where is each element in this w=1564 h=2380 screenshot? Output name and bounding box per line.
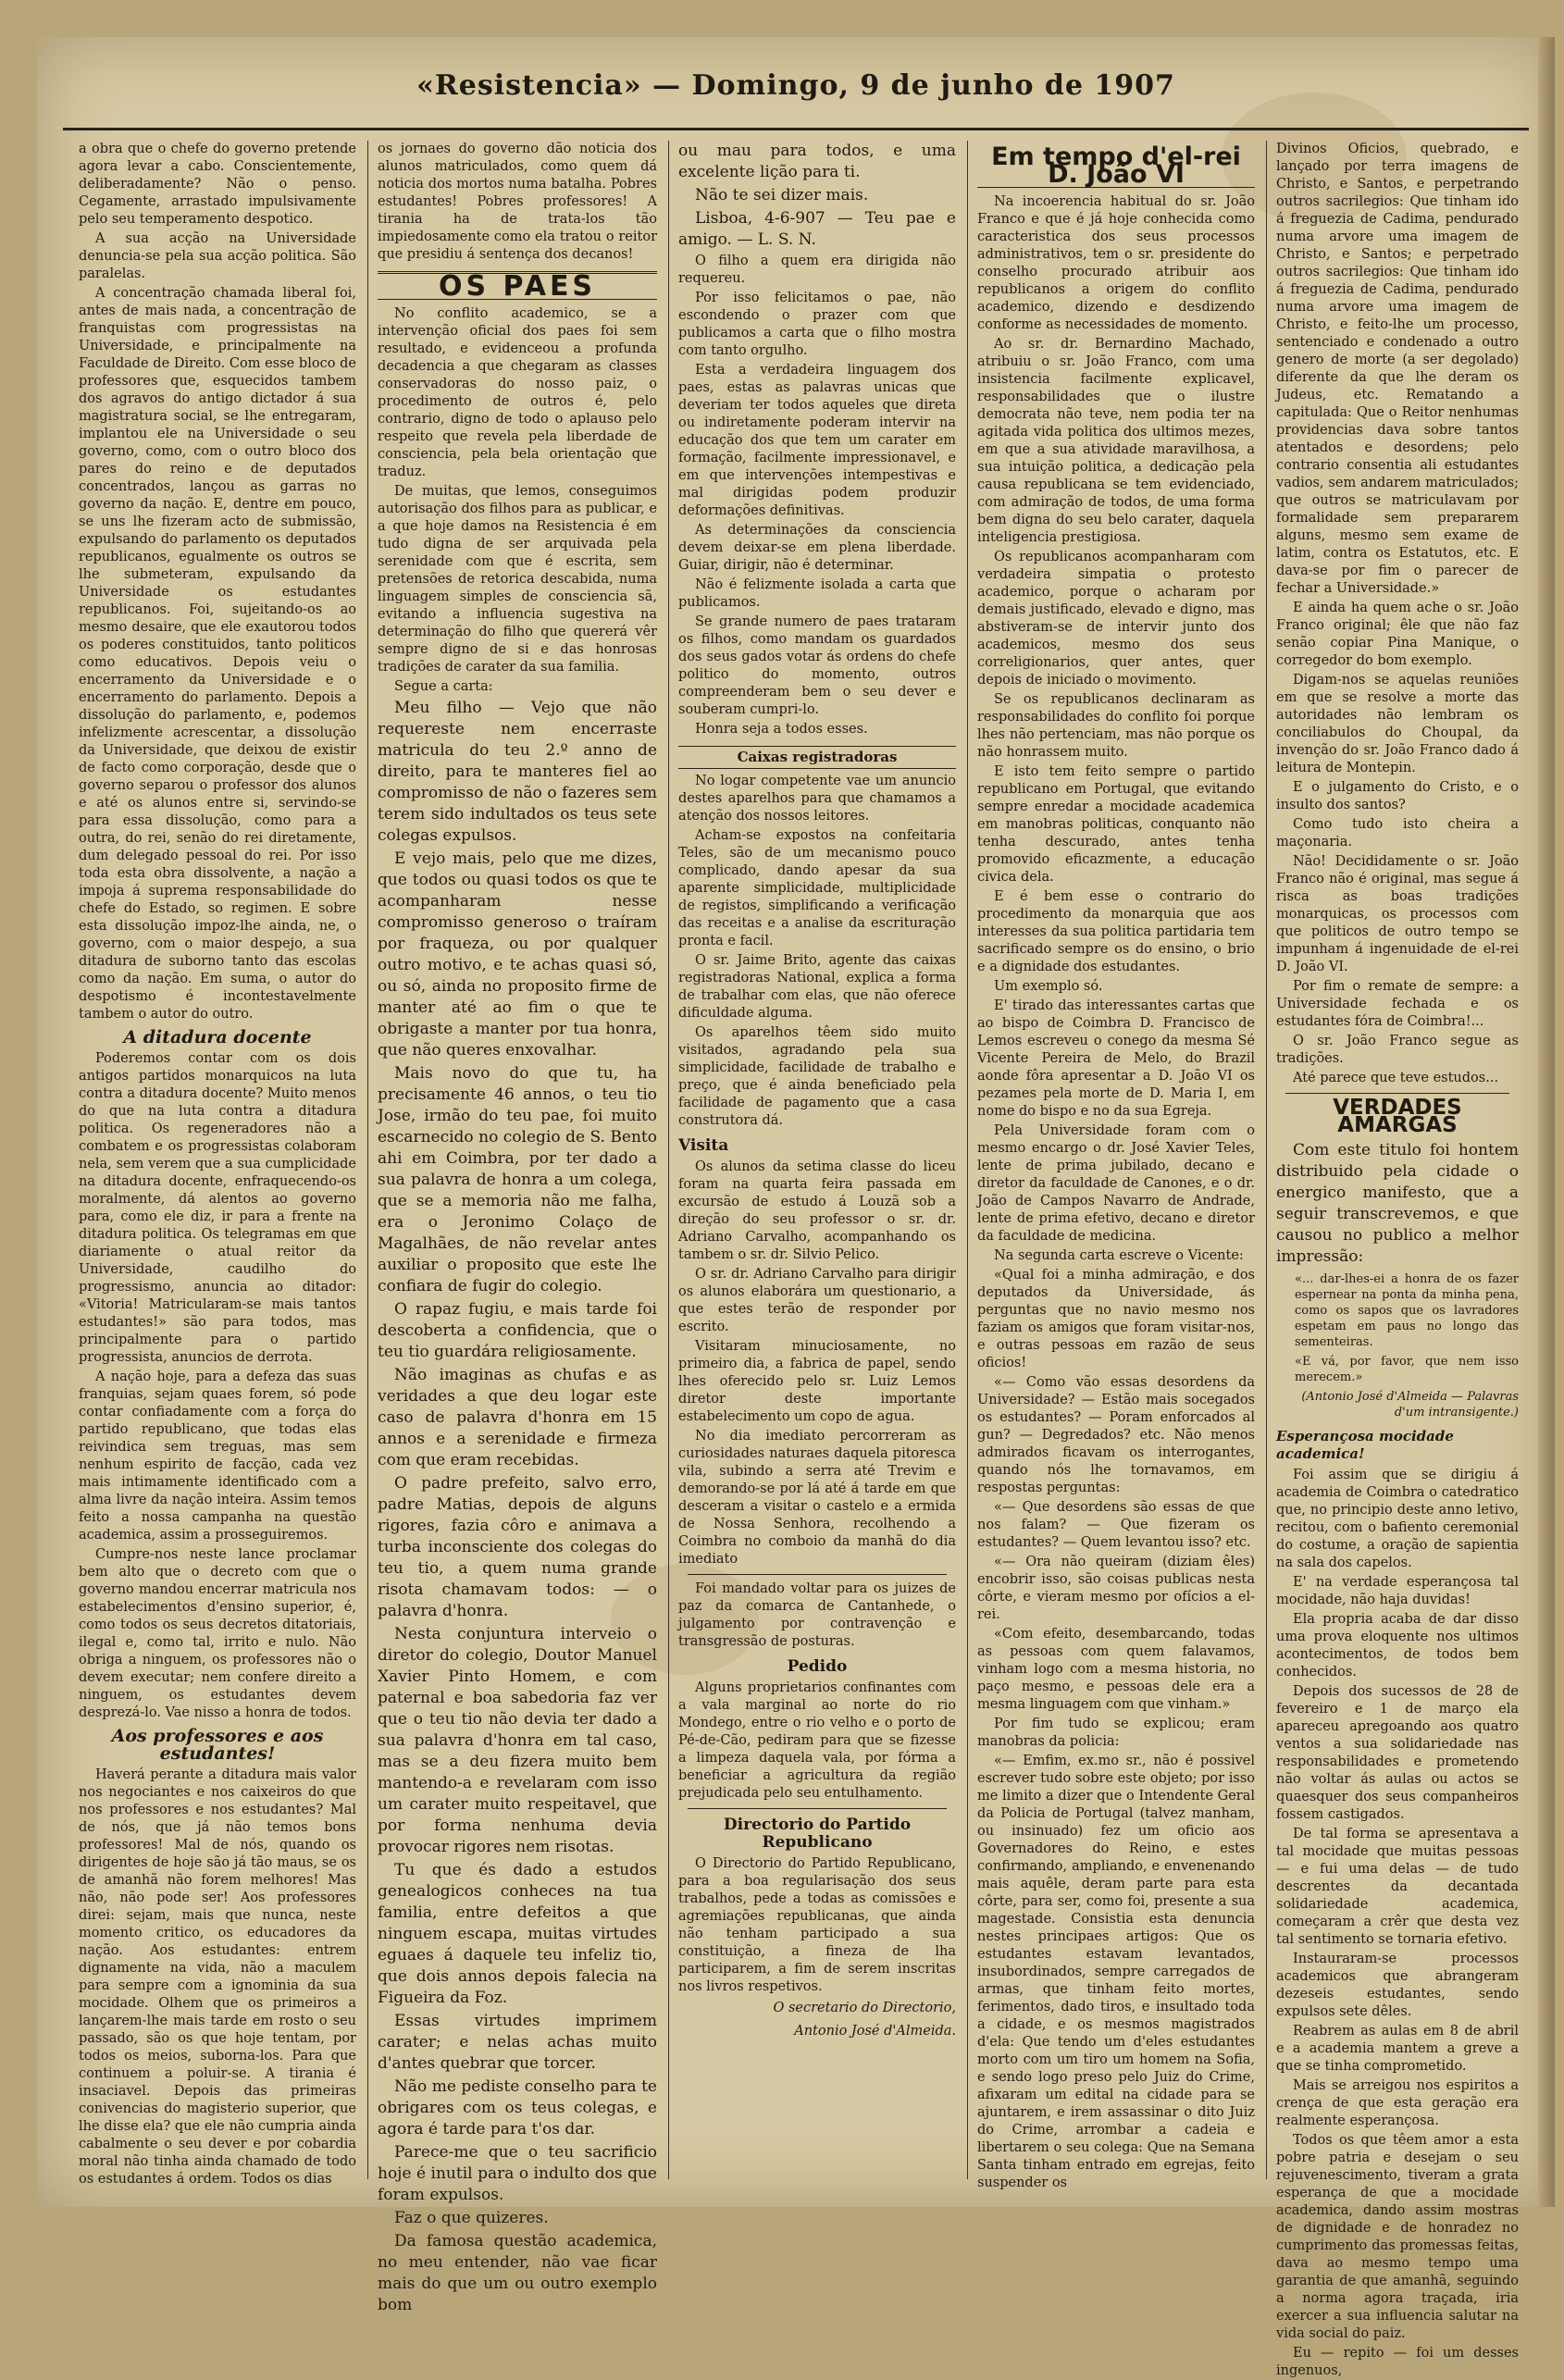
paragraph: Se grande numero de paes trataram os filhos, como mandam os guardados dos seus gados votar ás ordens do chefe politico do momento, outros compreenderam bem o seu dever e souberam cumpri-lo. [678,614,956,717]
letter-paragraph: Meu filho — Vejo que não requereste nem encerraste matricula do teu 2.º anno de direito, para te manteres fiel ao compromisso de não o fazeres sem terem sido indultados os teus sete colegas expulsos. [378,699,657,845]
column-rule [967,141,968,2179]
masthead-rule [63,128,1529,130]
page-edge [1538,37,1555,2207]
paragraph: Divinos Oficios, quebrado, e lançado por terra imagens de Christo, e Santos, e perpetrando outros sacrilegios: Que tinham ido á freguezia de Cadima, pendurado numa arvore uma imagem de Christo, e Santos; e perpetrado outros sacrilegios: Que tinham ido á freguezia de Cadima, pendurado numa arvore uma imagem de Christo, e feito-lhe um processo, sentenciado e condenado a outro genero de morte (a ser degolado) diferente da que lhe deram os Judeus, etc. Rematando a capitulada: Que o Reitor nenhumas providencias dava sobre tantos atentados e desordens; pelo contrario consentia ali estudantes vadios, sem andarem matriculados; que outros se matriculavam por formalidade sem prepararem alguns, mesmo sem exame de latim, contra os Estatutos, etc. E dava-se por fim o parecer de fechar a Universidade.» [1276,142,1519,596]
column-rule [668,141,669,2179]
paragraph: Os alunos da setima classe do liceu foram na quarta feira passada em excursão de estudo á Louzã sob a direção do seu professor o sr. dr. Adriano Carvalho, acompanhando os tambem o sr. dr. Silvio Pelico. [678,1159,956,1262]
paragraph: De tal forma se apresentava a tal mocidade que muitas pessoas — e fui uma delas — de tudo descrentes da decantada solidariedade academica, começaram a crêr que desta vez tal sentimento se tornaria efetivo. [1276,1827,1519,1947]
section-heading: Visita [678,1136,729,1155]
divider [1285,1093,1509,1094]
paragraph: «Com efeito, desembarcando, todas as pessoas com quem falavamos, vinham logo com a mesma historia, no paço mesmo, e pessoas dele era a mesma linguagem com que vinham.» [977,1627,1255,1712]
paragraph: Digam-nos se aquelas reuniões em que se resolve a morte das autoridades não lembram os conciliabulos do Choupal, da invenção do sr. João Franco dado á leitura de Montepin. [1276,673,1519,775]
paragraph: No dia imediato percorreram as curiosidades naturaes daquela pitoresca vila, subindo a serra até Trevim e demorando-se por lá até á tarde em que desceram a visitar o castelo e a ermida de Nossa Senhora, recolhendo a Coimbra no comboio da manhã do dia imediato [678,1429,956,1567]
article-title: OS PAES [378,271,657,300]
paragraph: Pela Universidade foram com o mesmo encargo o dr. José Xavier Teles, lente de prima jubilado, decano e diretor da faculdade de Canones, e o dr. João de Campos Navarro de Andrade, lente de prima efetivo, decano e diretor da faculdade de medicina. [977,1123,1255,1244]
paragraph: Cumpre-nos neste lance proclamar bem alto que o decreto com que o governo mandou encerrar matricula nos estabelecimentos d'ensino superior, é, como todos os seus decretos ditatoriais, ilegal e, como tal, irrito e nulo. Não obriga a ninguem, os professores não o devem executar; nem confere direito a ninguem, os estudantes devem desprezá-lo. Vae nisso a honra de todos. [79,1547,356,1720]
letter-paragraph: E vejo mais, pelo que me dizes, que todos ou quasi todos os que te acompanharam nesse compromisso generoso o traíram por fraqueza, ou por qualquer outro motivo, e te achas quasi só, ou só, ainda no proposito firme de manter até ao fim o que te obrigaste a manter por tua honra, que não queres enxovalhar. [378,849,657,1060]
article-title: VERDADES AMARGAS [1333,1096,1462,1137]
column-4 [977,141,1255,2190]
paragraph: a obra que o chefe do governo pretende agora levar a cabo. Conscientemente, deliberadamente? Não o penso. Cegamente, arrastado impulsivamente pelo seu temperamento despotico. [79,142,356,227]
section-heading: Caixas registradoras [678,746,956,769]
letter-paragraph: Tu que és dado a estudos genealogicos conheces na tua familia, entre defeitos a que ninguem escapa, muitas virtudes eguaes á daquele teu infeliz tio, que dois annos depois falecia na Figueira da Foz. [378,1861,657,2007]
letter-signature: Lisboa, 4-6-907 — Teu pae e amigo. — L. S. N. [678,209,956,249]
paragraph: «Qual foi a minha admiração, e dos deputados da Universidade, ás perguntas que no navio mesmo nos faziam os amigos que foram visitar-nos, e outras pessoas em razão de seus oficios! [977,1268,1255,1370]
paragraph: Instauraram-se processos academicos que abrangeram dezeseis estudantes, sendo expulsos sete dêles. [1276,1952,1519,2019]
paragraph: Ela propria acaba de dar disso uma prova eloquente nos ultimos acontecimentos, de todos bem conhecidos. [1276,1612,1519,1680]
paragraph: E isto tem feito sempre o partido republicano em Portugal, que evitando sempre enredar a mocidade academica em manobras politicas, conquanto não tenha descurado, antes tenha promovido eficazmente, a educação civica dela. [977,764,1255,885]
paragraph: Os aparelhos têem sido muito visitados, agradando pela sua simplicidade, facilidade de trabalho e preço, que é ainda beneficiado pela facilidade de pagamento que a casa construtora dá. [678,1025,956,1128]
letter-paragraph: Da famosa questão academica, no meu entender, não vae ficar mais do que um ou outro exemplo bom [378,2232,657,2314]
paragraph: E o julgamento do Cristo, e o insulto dos santos? [1276,780,1519,812]
paragraph: As determinações da consciencia devem deixar-se em plena liberdade. Guiar, dirigir, não é determinar. [678,523,956,573]
section-heading: Esperançosa mocidade academica! [1276,1428,1454,1462]
column-rule [367,141,368,2179]
paragraph: Honra seja a todos esses. [695,722,868,737]
paragraph: Segue a carta: [394,679,493,694]
letter-paragraph: O rapaz fugiu, e mais tarde foi descoberta a confidencia, que o teu tio guardára religiosamente. [378,1300,657,1361]
paragraph: Por fim tudo se explicou; eram manobras da policia: [977,1717,1255,1749]
paragraph: E' na verdade esperançosa tal mocidade, não haja duvidas! [1276,1575,1519,1607]
epigraph: «E vá, por favor, que nem isso merecem.» [1295,1355,1519,1384]
paragraph: Eu — repito — foi um desses ingenuos, [1276,2346,1519,2378]
paragraph: Por isso felicitamos o pae, não escondendo o prazer com que publicamos a carta que o filho mostra com tanto orgulho. [678,291,956,358]
column-3 [678,141,956,2179]
paragraph: Esta a verdadeira linguagem dos paes, estas as palavras unicas que deveriam ter todos aqueles que direta ou indiretamente poderam intervir na educação dos que tem um carater em formação, facilmente impressionavel, e em que intervenções intempestivas e mal dirigidas podem produzir deformações definitivas. [678,363,956,518]
paragraph: A concentração chamada liberal foi, antes de mais nada, a concentração de franquistas com progressistas na Universidade, e principalmente na Faculdade de Direito. Com esse bloco de professores que, esquecidos tambem dos agravos do antigo dictador á sua magistratura social, se lhe entregaram, implantou ele na Universidade o seu governo, como, com o outro bloco dos pares do reino e de deputados concentrados, lançou as garras no governo da nação. E, dentre em pouco, se uns lhe fizeram acto de submissão, expulsando do parlamento os deputados republicanos, egualmente os outros se lhe submeteram, expulsando da Universidade os estudantes republicanos. Foi, sujeitando-os ao mesmo desaire, que ele exautorou todos os poderes constituidos, tanto politicos como educativos. Depois veiu o encerramento da Universidade e o encerramento do parlamento. Depois a dissolução do parlamento, e, podemos infelizmente acrescentar, a dissolução da Universidade, que deixou de existir de facto como corporação, desde que o governo separou o professor dos alunos e até os alunos entre si, servindo-se para essa dissolução, como para a outra, do rei, senão do rei diretamente, dum delegado pessoal do rei. Por isso toda esta obra dissolvente, a nação a impoja á suprema responsabilidade do chefe do Estado, so regimen. E sobre esta dissolução impoz-lhe ainda, ne, o governo, com o maior despejo, a sua ditadura de suborno tanto das escolas como da nação. Em suma, o autor do despotismo é incontestavelmente tambem o autor do outro. [79,286,356,1022]
epigraph-attribution: (Antonio José d'Almeida — Palavras d'um intransigente.) [1301,1390,1519,1419]
letter-paragraph: Mais novo do que tu, ha precisamente 46 annos, o teu tio Jose, irmão do teu pae, foi muito escarnecido no colegio de S. Bento ahi em Coimbra, por ter dado a sua palavra de honra a um colega, que se a memoria não me falha, era o Jeronimo Colaço de Magalhães, de não revelar antes auxiliar o proposito que este lhe confiara de fugir do colegio. [378,1064,657,1295]
paragraph: Foi mandado voltar para os juizes de paz da comarca de Cantanhede, o julgamento por contravenção e transgressão de posturas. [678,1581,956,1649]
paragraph: «— Como vão essas desordens da Universidade? — Estão mais socegados os estudantes? — Poram enforcados al gun? — Degredados? etc. Não menos admirados ficavam os interrogantes, quando nós lhe tornavamos, em respostas perguntas: [977,1375,1255,1495]
letter-paragraph: Parece-me que o teu sacrificio hoje é inutil para o indulto dos que foram expulsos. [378,2143,657,2204]
paragraph: Acham-se expostos na confeitaria Teles, são de um mecanismo pouco complicado, dando apesar da sua aparente simplicidade, multiplicidade de registos, simplificando a verificação das receitas e a analise da escrituração pronta e facil. [678,828,956,948]
paragraph: O sr. João Franco segue as tradições. [1276,1034,1519,1066]
paragraph: Como tudo isto cheira a maçonaria. [1276,817,1519,849]
paragraph: Não! Decididamente o sr. João Franco não é original, mas segue á risca as boas tradições monarquicas, os processos com que politicos de outro tempo se impunham á ingenuidade de el-rei D. João VI. [1276,854,1519,974]
paragraph: Até parece que teve estudos... [1293,1071,1499,1085]
divider [688,1574,947,1575]
paragraph: Todos os que têem amor a esta pobre patria e desejam o seu rejuvenescimento, tiveram a grata esperança de que a mocidade academica, dando assim mostras de dignidade e de honradez no cumprimento das promessas feitas, dava ao mesmo tempo uma garantia de que amanhã, seguindo a norma agora traçada, iria exercer a sua influencia salutar na vida social do paiz. [1276,2133,1519,2341]
paragraph: Se os republicanos declinaram as responsabilidades do conflito foi porque lhes não pertenciam, mas não porque os não honrassem muito. [977,692,1255,760]
section-heading: Aos professores e aos estudantes! [111,1726,324,1764]
signature-name: Antonio José d'Almeida. [794,2024,956,2039]
paragraph: Ao sr. dr. Bernardino Machado, atribuiu o sr. João Franco, com uma insistencia facilmente explicavel, responsabilidades que o ilustre democrata não teve, nem podia ter na agitada vida politica dos ultimos mezes, em que a sua atividade maravilhosa, a sua intuição politica, a dedicação pela causa republicana se tem evidenciado, com admiração de todos, de uma forma bem digna do seu belo carater, daquela inteligencia prestigiosa. [977,337,1255,545]
letter-paragraph: Essas virtudes imprimem carater; e nelas achas muito d'antes quebrar que torcer. [378,2012,657,2073]
paragraph: os jornaes do governo dão noticia dos alunos matriculados, como quem dá noticia dos mortos numa batalha. Pobres estudantes! Pobres professores! A tirania ha de trata-los tão impiedosamente como ela tratou o reitor que presidiu á sentença dos decanos! [378,142,657,262]
paragraph: A nação hoje, para a defeza das suas franquias, sejam quaes forem, só pode contar confiadamente com a força do partido republicano, que todas elas reivindica sem treguas, mas sem nenhum espirito de facção, cada vez mais intimamente identificado com a alma livre da nação inteira. Assim temos feito a nossa campanha na questão academica, assim a prosseguiremos. [79,1370,356,1543]
signature-title: O secretario do Directorio, [773,2001,956,2015]
column-5 [1276,141,1519,2378]
paragraph: O sr. dr. Adriano Carvalho para dirigir os alunos elaborára um questionario, a que estes terão de responder por escrito. [678,1267,956,1334]
paragraph: Por fim o remate de sempre: a Universidade fechada e os estudantes fóra de Coimbra!... [1276,979,1519,1029]
paragraph: E é bem esse o contrario do procedimento da monarquia que aos interesses da sua politica partidaria tem sacrificado sempre os do ensino, o brio e a dignidade dos estudantes. [977,889,1255,974]
paragraph: Visitaram minuciosamente, no primeiro dia, a fabrica de papel, sendo lhes oferecido pelo sr. Luiz Lemos diretor deste importante estabelecimento um copo de agua. [678,1339,956,1424]
paragraph: O sr. Jaime Brito, agente das caixas registradoras National, explica a forma de trabalhar com elas, que não oferece dificuldade alguma. [678,953,956,1021]
paragraph: O filho a quem era dirigida não requereu. [678,254,956,286]
paragraph: De muitas, que lemos, conseguimos autorisação dos filhos para as publicar, e a que hoje damos na Resistencia é em tudo digna de ser arquivada pela serenidade com que é escrita, sem pretensões de retorica descabida, numa linguagem simples de consciencia sã, evitando a influencia sugestiva na determinação do filho que quererá vêr sempre digno de si e das honrosas tradições de carater da sua familia. [378,484,657,675]
section-heading: Pedido [787,1657,848,1676]
epigraph: «... dar-lhes-ei a honra de os fazer espernear na ponta da minha pena, como os sapos que os lavradores espetam em paus no longo das sementeiras. [1295,1272,1519,1349]
paragraph: O Directorio do Partido Republicano, para a boa regularisação dos seus trabalhos, pede a todas as comissões e agremiações republicanas, que ainda não tenham participado a sua constituição, a fineza de lha participarem, a fim de serem inscritas nos livros respetivos. [678,1856,956,1994]
paragraph: Os republicanos acompanharam com verdadeira simpatia o protesto academico, porque o acharam por demais justificado, elevado e digno, mas abstiveram-se de intervir junto dos academicos, mesmo dos seus correligionarios, quer antes, quer depois de iniciado o movimento. [977,550,1255,688]
paragraph: A sua acção na Universidade denuncia-se pela sua acção politica. São paralelas. [79,231,356,281]
paragraph: «— Que desordens são essas de que nos falam? — Que fizeram os estudantes? — Quem levantou isso? etc. [977,1500,1255,1550]
column-1 [79,141,356,2187]
paragraph: Na segunda carta escreve o Vicente: [994,1248,1244,1263]
paragraph: Um exemplo só. [994,979,1103,994]
paragraph: Depois dos sucessos de 28 de fevereiro e 1 de março ela apareceu apregoando aos quatro ventos a sua solidariedade nas responsabilidades e prometendo não voltar ás aulas ou actos se quaesquer dos seus companheiros fossem castigados. [1276,1684,1519,1822]
letter-paragraph: O padre prefeito, salvo erro, padre Matias, depois de alguns rigores, fazia côro e animava a turba inconsciente dos colegas do teu tio, a quem numa grande risota chamavam todos: — o palavra d'honra. [378,1474,657,1620]
paragraph: E ainda ha quem ache o sr. João Franco original; êle que não faz senão copiar Pina Manique, o corregedor do bom exemplo. [1276,601,1519,668]
letter-paragraph: Faz o que quizeres. [394,2209,549,2227]
paragraph: Poderemos contar com os dois antigos partidos monarquicos na luta contra a ditadura docente? Muito menos do que na luta contra a ditadura politica. Os regeneradores não a combatem e os progressistas colaboram nela, sem verem que a sua cumplicidade na ditadura docente, enfraquecendo-os moralmente, dá alentos ao governo para, como ele diz, ir para a frente na ditadura politica. Os telegramas em que diariamente o atual reitor da Universidade, caudilho do progressismo, anuncia ao ditador: «Vitoria! Matricularam-se mais tantos estudantes!» são para todos, mas principalmente para o partido progressista, anuncios de derrota. [79,1051,356,1365]
divider [688,1808,947,1809]
article-title: Em tempo d'el-rei D. João VI [977,146,1255,188]
paragraph: «— Ora não queiram (diziam êles) encobrir isso, são coisas publicas nesta côrte, e vieram mesmo por ofícios a el-rei. [977,1555,1255,1622]
letter-paragraph: Não me pediste conselho para te obrigares com os teus colegas, e agora é tarde para t'os dar. [378,2077,657,2138]
newspaper-page [37,37,1555,2378]
masthead: «Resistencia» — Domingo, 9 de junho de 1907 [416,69,1175,102]
column-rule [1266,141,1267,2179]
paragraph: Alguns proprietarios confinantes com a vala marginal ao norte do rio Mondego, entre o rio velho e o porto de Pé-de-Cão, pediram para que se fizesse a limpeza daquela vala, por fórma a beneficiar a agricultura da região prejudicada pelo seu entulhamento. [678,1680,956,1801]
letter-paragraph: Nesta conjuntura interveio o diretor do colegio, Doutor Manuel Xavier Pinto Homem, e com paternal e boa sabedoria faz ver que o teu tio não devia ter dado a sua palavra d'honra em tal caso, mas se a deu fizera muito bem mantendo-a e revelaram com isso um carater muito respeitavel, que por forma nenhuma devia provocar rigores nem risotas. [378,1625,657,1856]
section-heading: Directorio do Partido Republicano [723,1816,912,1852]
letter-paragraph: Não te sei dizer mais. [695,186,869,205]
column-2 [378,141,657,2314]
paragraph: Reabrem as aulas em 8 de abril e a academia mantem a greve a que se tinha comprometido. [1276,2024,1519,2074]
letter-paragraph: ou mau para todos, e uma excelente lição para ti. [678,142,956,181]
paragraph: Haverá perante a ditadura mais valor nos negociantes e nos caixeiros do que nos professores e nos estudantes? Mal de nós, que já não temos bons professores! Mal de nós, quando os dirigentes de hoje são já tão maus, se os de amanhã não forem melhores! Mas não, não pode ser! Aos professores direi: sejam, mais que nunca, neste momento critico, os educadores da nação. Aos estudantes: entrem dignamente na vida, não a maculem para sempre com a ignominia da sua mocidade. Olhem que os primeiros a lançarem-lhe mais tarde em rosto o seu passado, são os que hoje tentam, por todos os meios, suborna-los. Para que continuem a poluir-se. A tirania é insaciavel. Depois das primeiras conivencias do magisterio superior, que lhe disse ela? que ele não cumpria ainda cabalmente o seu dever e por cobardia moral não tinha ainda chamado de todo os estudantes á ordem. Todos os dias [79,1767,356,2187]
paragraph: No logar competente vae um anuncio destes aparelhos para que chamamos a atenção dos nossos leitores. [678,774,956,824]
paragraph: Com este titulo foi hontem distribuido pela cidade o energico manifesto, que a seguir transcrevemos, e que causou no publico a melhor impressão: [1276,1141,1519,1266]
paragraph: «— Emfim, ex.mo sr., não é possivel escrever tudo sobre este objeto; por isso me limito a dizer que o Intendente Geral da Policia de Portugal (talvez manham, ou insinuado) fez um oficio aos Governadores do Reino, e estes confirmando, ampliando, e envenenando mais aquêle, deram parte para esta côrte, para ser, como foi, presente a sua magestade. Consistia esta denuncia nestes principaes artigos: Que os estudantes estavam levantados, insubordinados, sempre carregados de armas, que tinham feito mortes, ferimentos, dado tiros, e insultado toda a cidade, e os mesmos magistrados d'ela: Que tendo um d'eles estudantes morto com um tiro um homem na Sofia, e sendo logo preso pelo Juiz do Crime, afixaram um edital na cidade para se ajuntarem, e irem assassinar o dito Juiz do Crime, arrombar a cadeia e libertarem o seu colega: Que na Semana Santa tinham entrado em egrejas, feito suspender os [977,1754,1255,2190]
paragraph: No conflito academico, se a intervenção oficial dos paes foi sem resultado, e evidenceou a profunda decadencia a que chegaram as classes conservadoras do nosso paiz, o procedimento de outros é, pelo contrario, digno de todo o aplauso pelo respeito que revela pela liberdade de consciencia, pela bela orientação que traduz. [378,306,657,479]
letter-paragraph: Não imaginas as chufas e as veridades a que deu logar este caso de palavra d'honra em 15 annos e a serenidade e firmeza com que eram recebidas. [378,1366,657,1469]
section-heading: A ditadura docente [123,1027,312,1047]
paragraph: Não é felizmente isolada a carta que publicamos. [678,577,956,610]
paragraph: Mais se arreigou nos espiritos a crença de que esta geração era realmente esperançosa. [1276,2078,1519,2128]
paragraph: Foi assim que se dirigiu á academia de Coimbra o catedratico que, no principio deste anno letivo, recitou, com o bafiento ceremonial do costume, a oração de sapientia na sala dos capelos. [1276,1468,1519,1570]
paragraph: Na incoerencia habitual do sr. João Franco e que é já hoje conhecida como caracteristica dos seus processos administrativos, tem o sr. presidente do conselho procurado atribuir aos republicanos a origem do conflito academico, dizendo e desdizendo conforme as necessidades de momento. [977,194,1255,332]
paragraph: E' tirado das interessantes cartas que ao bispo de Coimbra D. Francisco de Lemos escreveu o conego da mesma Sé Vicente Pereira de Melo, do Brazil aonde fôra apresentar a D. João VI os pezames pela morte de D. Maria I, em nome do bispo e no da sua Egreja. [977,998,1255,1119]
